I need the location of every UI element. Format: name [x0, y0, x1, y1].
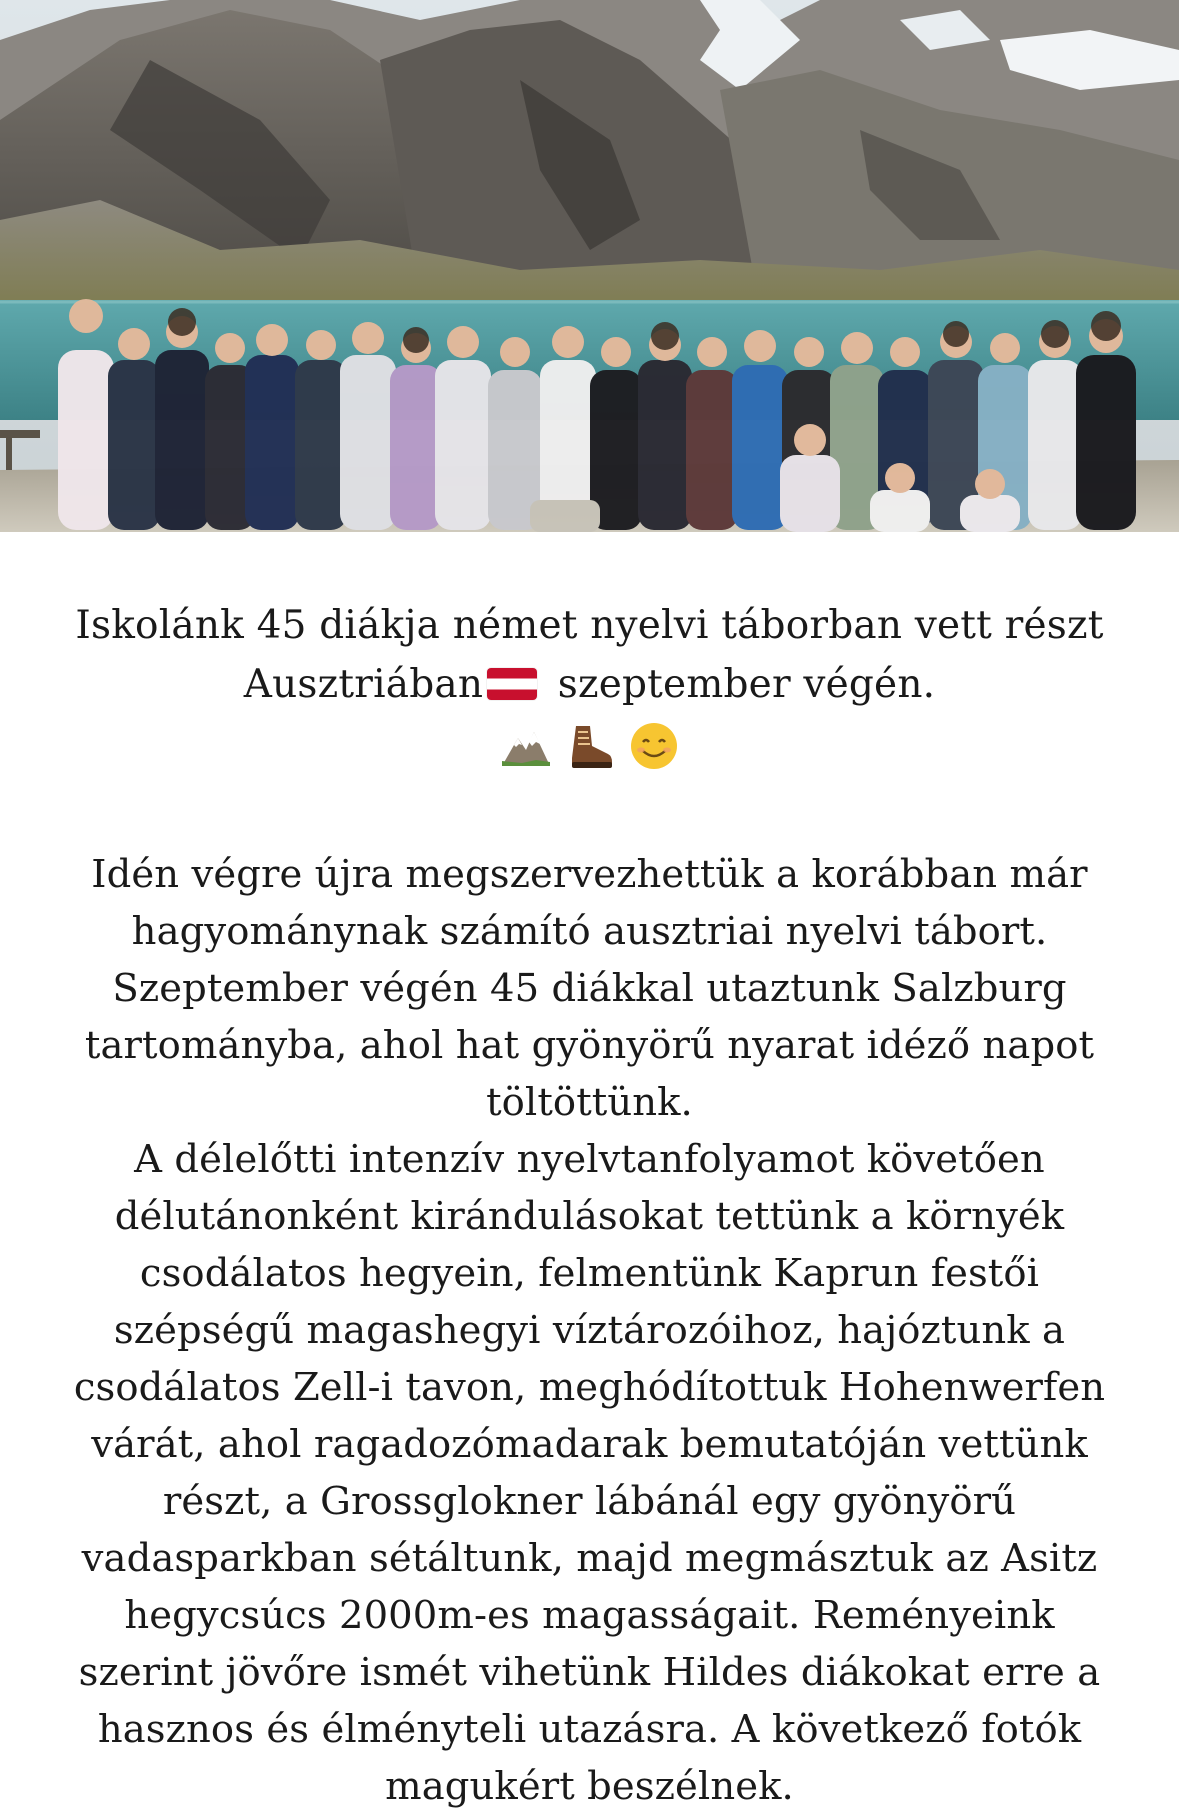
- paragraph-1: Idén végre újra megszervezhettük a korábban már hagyománynak számító ausztriai nyelvi tábort. Szeptember végén 45 diákkal utaztunk Salzburg tartományba, ahol hat gyönyörű nyarat idéző napot töltöttünk.: [84, 852, 1095, 1125]
- smiling-face-icon: [628, 720, 680, 772]
- group-photo[interactable]: [0, 0, 1179, 532]
- emoji-row: [40, 720, 1139, 778]
- group-photo-image: [0, 0, 1179, 532]
- austria-flag-icon: [487, 668, 537, 700]
- mountain-icon: [500, 720, 552, 772]
- post-body: [52, 846, 1127, 1815]
- hiking-boot-icon: [564, 720, 616, 772]
- intro-text-end: szeptember végén.: [545, 662, 936, 707]
- post-intro: [40, 596, 1139, 778]
- paragraph-2: A délelőtti intenzív nyelvtanfolyamot követően délutánonként kirándulásokat tettünk a környék csodálatos hegyein, felmentünk Kaprun festői szépségű magashegyi víztározóihoz, hajóztunk a csodálatos Zell-i tavon, meghódítottuk Hohenwerfen várát, ahol ragadozómadarak bemutatóján vettünk részt, a Grossglokner lábánál egy gyönyörű vadasparkban sétáltunk, majd megmásztuk az Asitz hegycsúcs 2000m-es magasságait. Reményeink szerint jövőre ismét vihetünk Hildes diákokat erre a hasznos és élményteli utazásra. A következő fotók magukért beszélnek.: [73, 1137, 1106, 1809]
- intro-text: Iskolánk 45 diákja német nyelvi táborban vett részt Ausztriában: [75, 603, 1104, 707]
- intro-paragraph: [40, 596, 1139, 714]
